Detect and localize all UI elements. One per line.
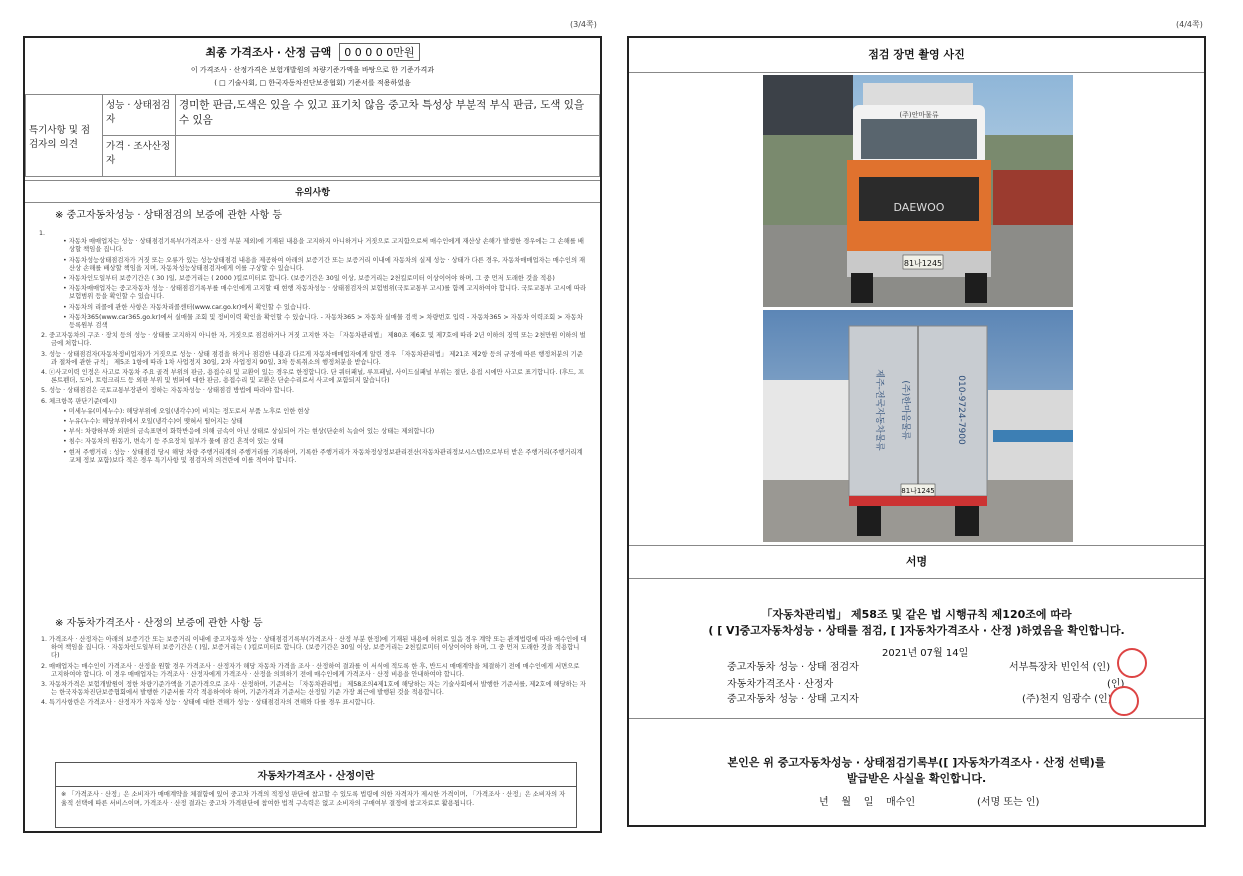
basis-line-2: ( □ 기술사회, □ 한국자동차진단보증협회) 기준서를 적용하였음 <box>214 79 411 87</box>
warranty-bullet: • 자동차인도일부터 보증기간은 ( 30 )일, 보증거리는 ( 2000 )킬로미터로 합니다. (보증기간은 30일 이상, 보증거리는 2천킬로미터 이상이어야 하며, 그 중 먼저 도래한 것을 적용) <box>63 275 555 283</box>
price-label: 가격 · 조사산정자 <box>103 136 176 177</box>
truck-front-image <box>763 75 1073 307</box>
box-title: 자동차가격조사 · 산정이란 <box>56 763 576 787</box>
role-name-notifier: (주)천지 임광수 (인) <box>1022 694 1112 705</box>
role-name-price: (인) <box>1107 679 1125 690</box>
confirm-line-1: 본인은 위 중고자동차성능 · 상태점검기록부([ ]자동차가격조사 · 산정 선택)를 <box>727 756 1106 769</box>
final-price-title: 최종 가격조사 · 산정 금액 <box>205 46 332 59</box>
role-label-notifier: 중고자동차 성능 · 상태 고지자 <box>727 694 859 705</box>
warranty-bullet: • 자동차365(www.car365.go.kr)에서 실매물 조회 및 정비이력 확인을 확인할 수 있습니다. - 자동차365 > 자동차 실매물 검색 > 차량번호 입력 - 자동차365 > 자동차 이력조회 > 자동차등록원부 검색 <box>63 313 583 330</box>
rear-text-1: 제주-전국자동차물류 <box>874 369 884 451</box>
perf-opinion-text: 경미한 판금,도색은 있을 수 있고 표기치 않음 중고차 특성상 부분적 부식 판금, 도색 있을 수 있음 <box>176 95 600 136</box>
amount-unit: 만원 <box>393 46 415 59</box>
price-item: 4. 특기사항란은 가격조사 · 산정자가 자동차 성능 · 상태에 대한 견해가 성능 · 상태점검자의 견해와 다를 경우 표시합니다. <box>41 699 375 707</box>
warranty-bullet: • 자동차의 리콜에 관한 사항은 자동차리콜센터(www.car.go.kr)에서 확인할 수 있습니다. <box>63 303 311 311</box>
warranty-item: 4. ⓒ사고이력 인정은 사고로 자동차 주요 골격 부위의 판금, 용접수리 및 교환이 있는 경우로 한정합니다. 단 쿼터패널, 루프패널, 사이드실패널 부위는 절단, 용접 시에만 사고로 표기합니다. (후드, 프론트펜더, 도어, 트렁크리드 등 외판 부위 및 범퍼에 대한 판금, 용접수리 및 교환은 단순수리로서 사고에 포함되지 않습니다) <box>41 369 585 385</box>
truck-front-photo <box>763 75 1073 307</box>
photo-title: 점검 장면 촬영 사진 <box>629 38 1204 73</box>
sign-date: 2021년 07월 14일 <box>882 648 969 659</box>
warranty-section <box>39 230 587 467</box>
price-item: 1. 가격조사 · 산정자는 아래의 보증기간 또는 보증거리 이내에 중고자동차 성능 · 상태점검기록부(가격조사 · 산정 부분 한정)에 기재된 내용에 허위로 있음 경우 계약 또는 관계법령에 따라 매수인에 대하여 책임을 집니다. · 자동차인도일부터 보증기간은 ( )일, 보증거리는 ( )킬로미터로 합니다. (보증기간은 30일 이상, 보증거리는 2천킬로미터 이상이어야 하며, 그 중 먼저 도래한 것을 적용합니다) <box>41 636 587 660</box>
buyer-sign: (서명 또는 인) <box>977 797 1040 808</box>
warranty-item: 3. 성능 · 상태점검자(자동차정비업자)가 거짓으로 성능 · 상태 점검을 하거나 점검한 내용과 다르게 자동차매매업자에게 알린 경우 「자동차관리법」 제21조 제2항 등의 규정에 따른 행정처분의 기준과 절차에 관한 규칙」 제5조 1항에 따라 1차 사업정지 30일, 2차 사업정지 90일, 3차 등록취소의 행정처분을 받습니다. <box>41 350 583 366</box>
check-bullets <box>39 408 587 465</box>
buyer-line: 년 월 일 매수인 <box>819 797 916 808</box>
page-number: (3/4쪽) <box>570 20 597 29</box>
stamp-notifier <box>1109 686 1139 716</box>
warranty-bullet: • 자동차매매업자는 중고자동차 성능 · 상태점검기록부를 매수인에게 고지할 때 현행 자동차성능 · 상태점검자의 보험범위(국토교통부 고시)를 함께 고지하여야 합니다. 국토교통부 고시에 따라 보험범위 등을 확인할 수 있습니다. <box>63 285 587 301</box>
rear-phone: 010-9724-7900 <box>956 375 966 445</box>
divider <box>629 718 1204 719</box>
price-warranty-title: ※ 자동차가격조사 · 산정의 보증에 관한 사항 등 <box>55 618 263 629</box>
amount-box <box>339 43 419 61</box>
truck-rear-photo <box>763 310 1073 542</box>
check-bullet: • 미세누유(미세누수): 해당부위에 오일(냉각수)이 비치는 정도로서 부품 노후로 인한 현상 <box>63 407 310 415</box>
warranty-bullets <box>39 238 587 330</box>
role-name-inspector: 서부특장차 빈인석 (인) <box>1009 662 1111 673</box>
rear-text-2: (주)한마음물류 <box>900 380 910 440</box>
price-definition-box <box>55 762 577 828</box>
basis-line: 이 가격조사 · 산정가격은 보험개발원의 차량기준가액을 바탕으로 한 기준가격과 <box>190 66 435 74</box>
warranty-bullet: • 자동차 매매업자는 성능 · 상태점검기록부(가격조사 · 산정 부분 제외)에 기재된 내용을 고지하지 아니하거나 거짓으로 고지함으로써 매수인에게 재산상 손해가 발생한 경우에는 그 손해를 배상할 책임을 집니다. <box>63 238 584 254</box>
inspection-record-page-4 <box>627 36 1206 827</box>
notice-title: 유의사항 <box>25 180 600 203</box>
warranty-item: 5. 성능 · 상태점검은 국토교통부장관이 정하는 자동차성능 · 상태점검 방법에 따라야 합니다. <box>41 387 295 395</box>
law-line-2: ( [ V]중고자동차성능 · 상태를 점검, [ ]자동차가격조사 · 산정 )하였음을 확인합니다. <box>708 624 1125 637</box>
stamp-inspector <box>1117 648 1147 678</box>
warranty-intro: 1. <box>39 230 46 237</box>
truck-rear-image <box>763 310 1073 542</box>
role-label-price: 자동차가격조사 · 산정자 <box>727 679 834 690</box>
check-bullet: • 부식: 차량하부와 외판의 금속표면이 화학반응에 의해 금속이 아닌 상태로 상실되어 가는 현상(단순히 녹슬어 있는 상태는 제외합니다) <box>63 428 435 436</box>
truck-brand: DAEWOO <box>893 201 945 214</box>
price-item: 3. 자동차가격은 보험개발원이 정한 차량기준가액을 기준가격으로 조사 · 산정하며, 기준서는 「자동차관리법」 제58조의4제1호에 해당하는 자는 기술사회에서 발행한 기준서를, 제2호에 해당하는 자는 한국자동차진단보증협회에서 발행한 기준서를 각각 적용하여야 하며, 기준가격과 기준서는 산정일 기준 가장 최근에 발행된 것을 적용합니다. <box>41 681 586 697</box>
check-bullet: • 침수: 자동차의 원동기, 변속기 등 주요장치 일부가 물에 잠긴 흔적이 있는 상태 <box>63 438 284 446</box>
check-bullet: • 현저 주행거리 : 성능 · 상태점검 당시 해당 차량 주행거리계의 주행거리를 기록하며, 기록한 주행거리가 자동차정상정보관리전산(자동차관리정보시스템)으로부터 받은 주행거리(주행거리계 교체 정보 포함)보다 적은 경우 특기사항 및 점검자의 의견란에 이를 적어야 합니다. <box>63 448 583 464</box>
price-warranty-section <box>39 636 587 710</box>
opinion-table <box>25 94 600 177</box>
perf-label: 성능 · 상태점검자 <box>103 95 176 136</box>
box-text: ※ 「가격조사 · 산정」은 소비자가 매매계약을 체결함에 있어 중고차 가격의 적정성 판단에 참고할 수 있도록 법령에 의한 자격자가 제시한 가격이며, 「가격조사 · 산정」은 소비자의 자율적 선택에 따른 서비스이며, 가격조사 · 산정 결과는 중고차 가격판단에 참여한 법적 구속력은 없고 소비자의 구매여부 결정에 참고자료로 활용됩니다. <box>61 791 566 807</box>
inspection-record-page-3 <box>23 36 602 833</box>
law-line-1: 「자동차관리법」 제58조 및 같은 법 시행규칙 제120조에 따라 <box>761 608 1072 621</box>
warranty-item: 2. 중고자동차의 구조 · 장치 등의 성능 · 상태를 고지하지 아니한 자, 거짓으로 점검하거나 거짓 고지한 자는 「자동차관리법」 제80조 제6호 및 제7호에 따라 2년 이하의 징역 또는 2천만원 이하의 벌금에 처합니다. <box>41 332 586 348</box>
plate-front: 81나1245 <box>903 259 943 268</box>
amount-value: 0 0 0 0 0 <box>344 46 394 59</box>
price-header <box>25 43 600 88</box>
price-item: 2. 매매업자는 매수인이 가격조사 · 산정을 원할 경우 가격조사 · 산정자가 해당 자동차 가격을 조사 · 산정하여 결과를 이 서식에 적도록 한 후, 반드시 매매계약을 체결하기 전에 매수인에게 서면으로 고지하여야 합니다. 이 경우 매매업자는 가격조사 · 산정자에게 가격조사 · 산정을 의뢰하기 전에 매수인에게 가격조사 · 산정 비용을 안내하여야 합니다. <box>41 662 580 678</box>
warranty-title: ※ 중고자동차성능 · 상태점검의 보증에 관한 사항 등 <box>55 210 283 221</box>
confirm-line-2: 발급받은 사실을 확인합니다. <box>846 772 987 785</box>
sign-title: 서명 <box>629 545 1204 579</box>
warranty-bullet: • 자동차성능상태점검자가 거짓 또는 오류가 있는 성능상태점검 내용을 제공하여 아래의 보증기간 또는 보증거리 이내에 자동차의 실제 성능 · 상태가 다른 경우, 자동차매매업자는 매수인의 재산상 손해를 배상할 책임을 지며, 자동차성능상태점검자에게 이를 구상할 수 있습니다. <box>63 256 586 272</box>
warranty-item: 6. 체크항목 판단기준(예시) <box>41 397 117 405</box>
plate-rear: 81나1245 <box>901 487 935 495</box>
role-label-inspector: 중고자동차 성능 · 상태 점검자 <box>727 662 859 673</box>
page-number: (4/4쪽) <box>1176 20 1203 29</box>
truck-company: (주)안마물류 <box>899 111 939 119</box>
price-opinion-text <box>176 136 600 177</box>
check-bullet: • 누유(누수): 해당부위에서 오일(냉각수)이 맺혀서 떨어지는 상태 <box>63 418 243 426</box>
opinion-label: 특기사항 및 점검자의 의견 <box>26 95 103 177</box>
